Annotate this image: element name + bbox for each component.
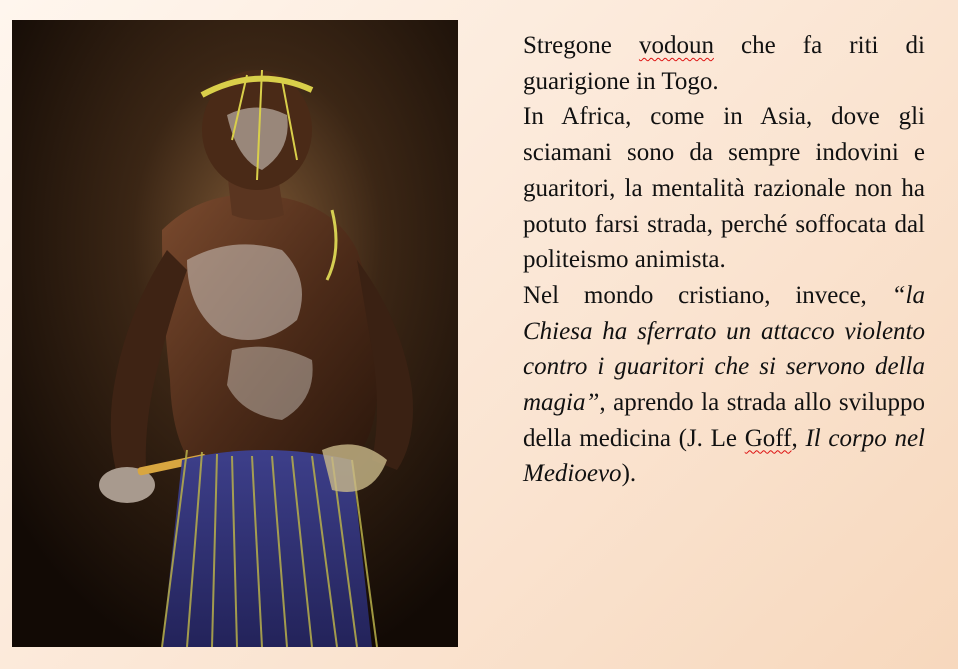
paragraph-1-part-2: che fa riti di guarigione in Togo. [523, 32, 925, 95]
healer-photo [12, 20, 458, 647]
paragraph-1-part-1: Stregone [523, 32, 639, 59]
spellcheck-word-vodoun: vodoun [638, 32, 714, 59]
vodoun-healer-illustration [12, 20, 458, 647]
le-goff-quote: “la Chiesa ha sferrato un attacco violento contro i guaritori che si servono della magia” [523, 281, 925, 417]
book-title: Il corpo nel Medioevo [523, 424, 926, 488]
paragraph-3-intro: Nel mondo cristiano, invece, [523, 281, 892, 309]
paragraph-3-after-quote: , aprendo la strada allo sviluppo della medicina (J. Le [523, 389, 925, 452]
paragraph-3-closing: ). [621, 460, 637, 488]
paragraph-3-comma: , [791, 424, 806, 452]
caption-text [523, 28, 925, 492]
paragraph-3 [523, 278, 925, 492]
paragraph-2: In Africa, come in Asia, dove gli sciamani sono da sempre indovini e guaritori, la mentalità razionale non ha potuto farsi strada, perché soffocata dal politeismo animista. [523, 103, 925, 274]
spellcheck-word-goff: Goff [744, 424, 792, 452]
paragraph-1 [523, 28, 925, 99]
